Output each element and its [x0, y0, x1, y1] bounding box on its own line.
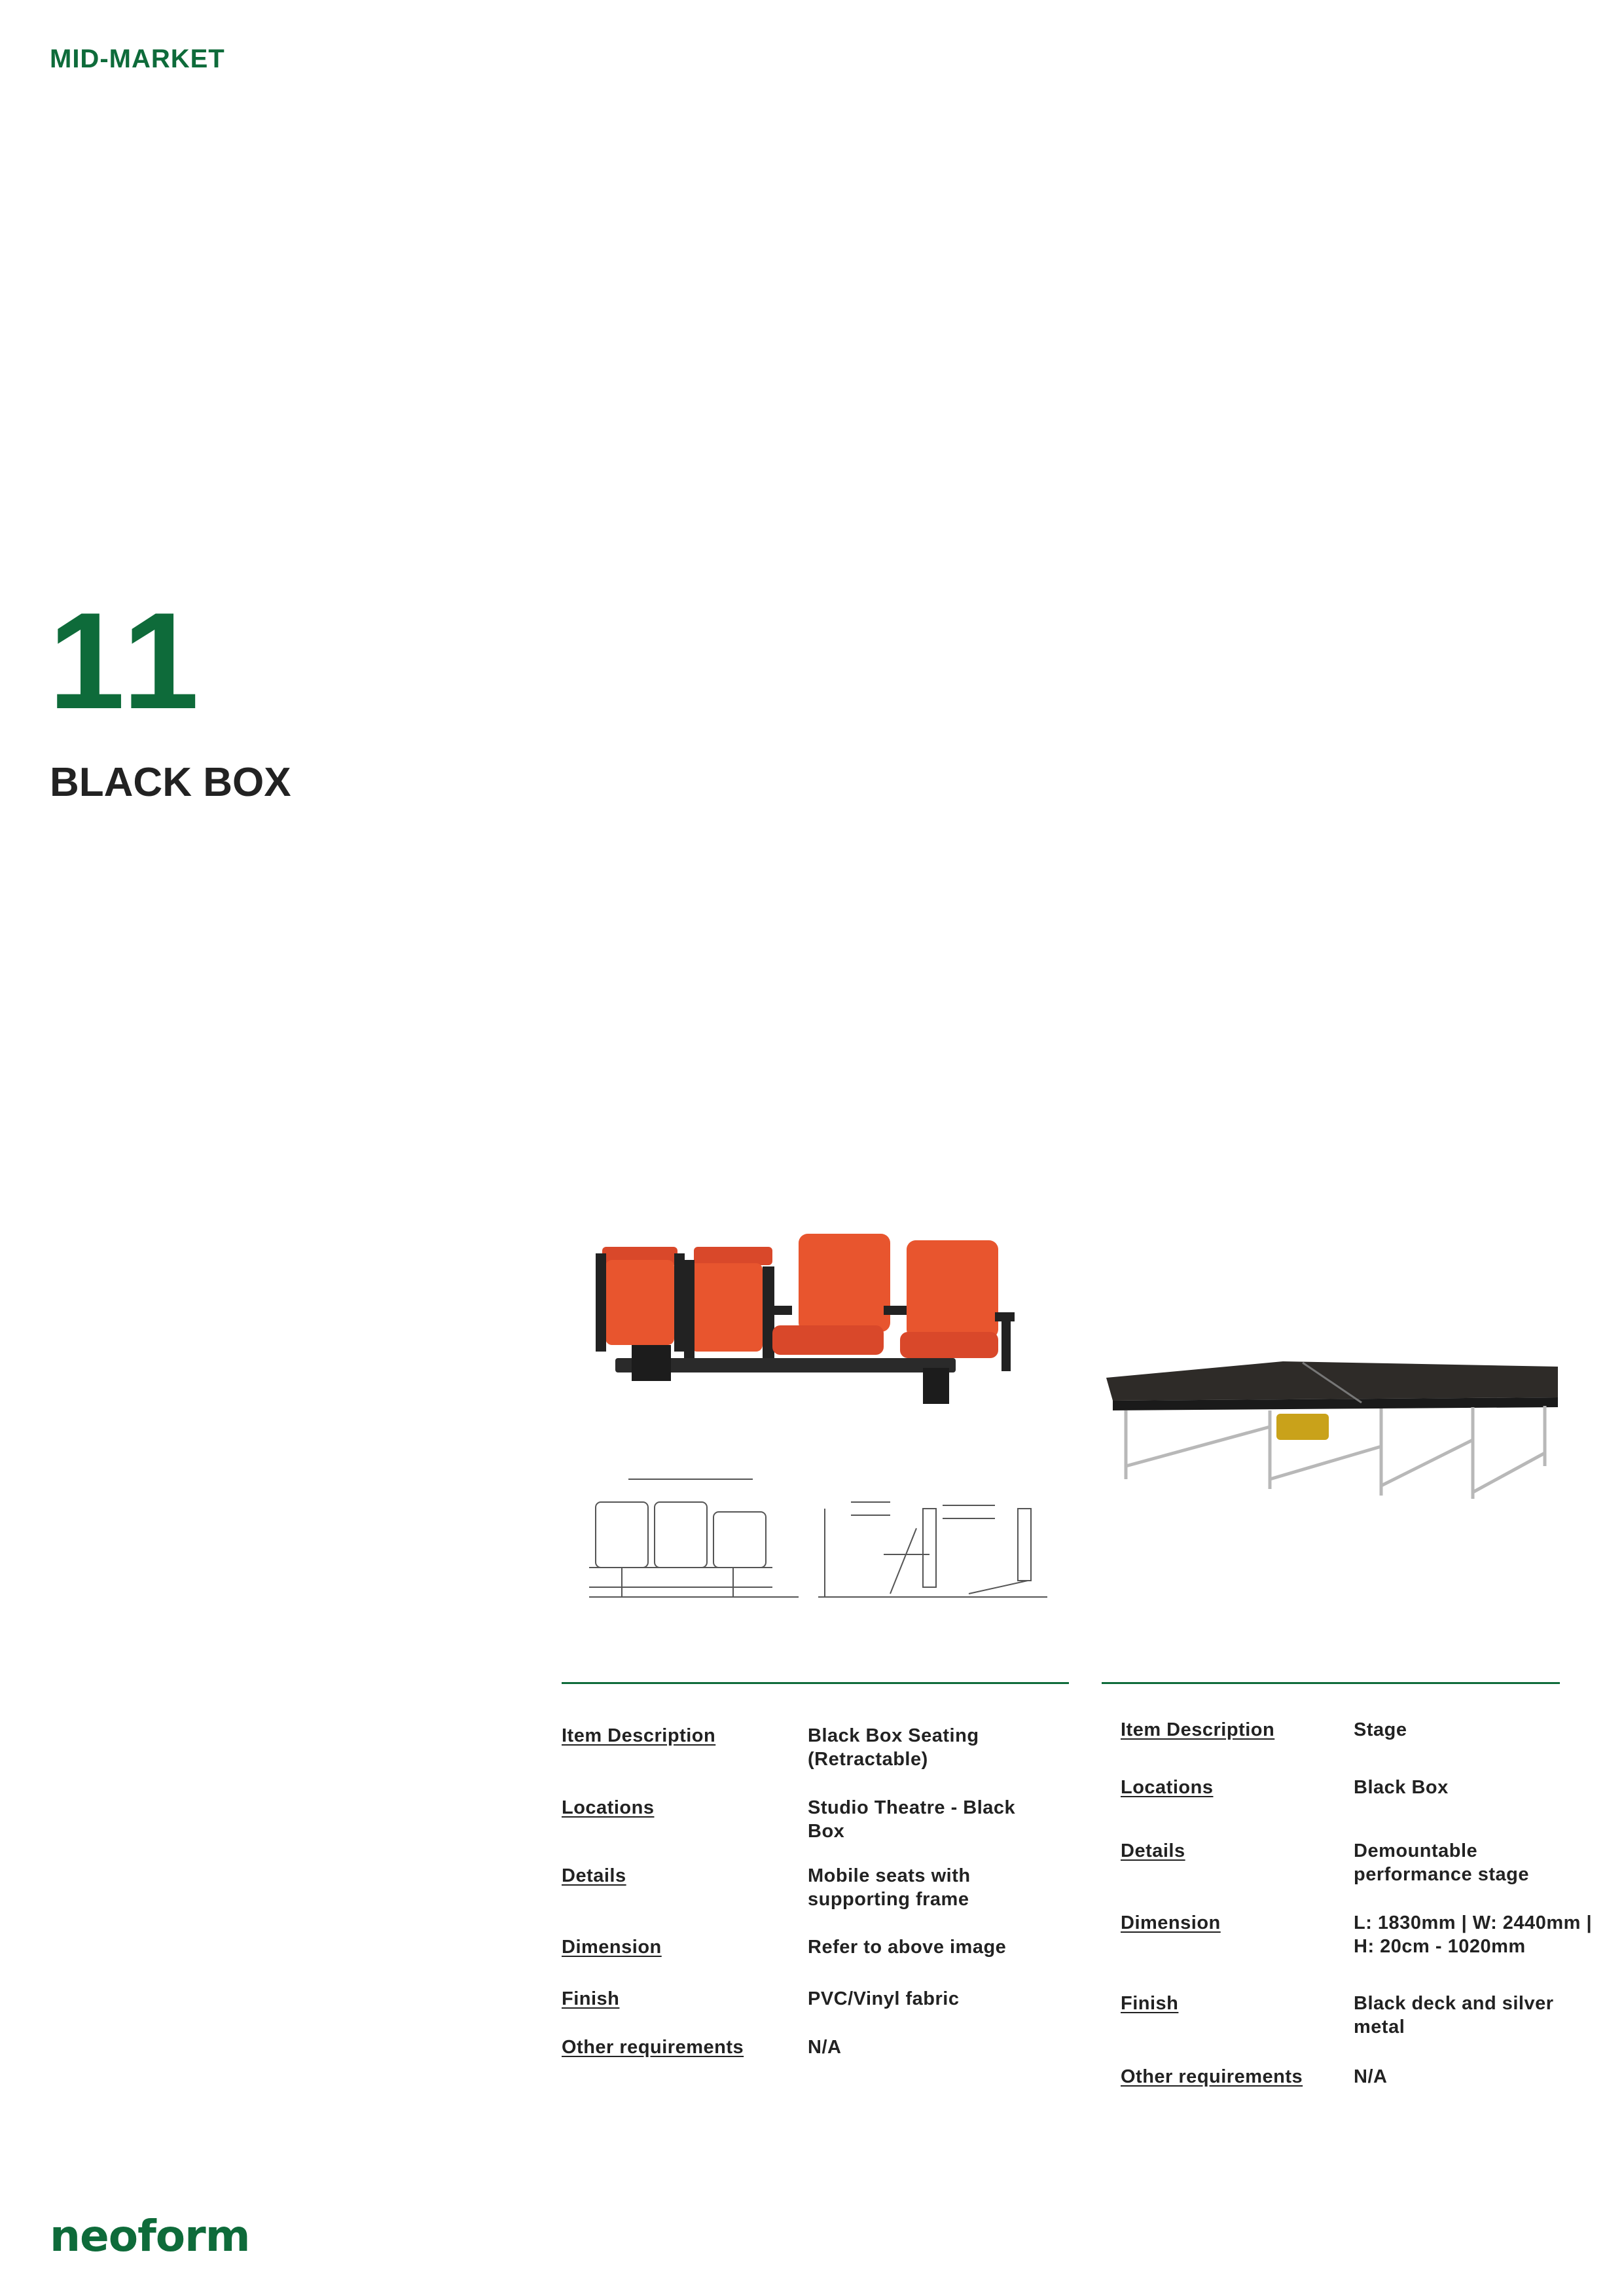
spec-value-details: Demountable performance stage — [1354, 1840, 1529, 1885]
spec-value-other-requirements: N/A — [808, 2037, 842, 2058]
stage-image — [1106, 1348, 1564, 1532]
stage-illustration — [1106, 1348, 1564, 1532]
spec-label-other-requirements: Other requirements — [562, 2037, 744, 2058]
seating-image — [576, 1227, 1060, 1620]
spec-label-details: Details — [1121, 1840, 1185, 1861]
spec-value-details: Mobile seats with supporting frame — [808, 1865, 971, 1910]
spec-label-details: Details — [562, 1865, 626, 1886]
spec-label-locations: Locations — [562, 1797, 655, 1818]
chapter-number: 11 — [48, 584, 204, 738]
section-label: MID-MARKET — [50, 45, 225, 73]
spec-value-item-description: Stage — [1354, 1719, 1407, 1740]
spec-label-finish: Finish — [1121, 1993, 1179, 2014]
spec-value-finish: Black deck and silver metal — [1354, 1993, 1554, 2037]
spec-label-dimension: Dimension — [1121, 1912, 1221, 1933]
spec-label-finish: Finish — [562, 1988, 620, 2009]
seating-illustration — [576, 1227, 1060, 1620]
spec-value-locations: Studio Theatre - Black Box — [808, 1797, 1016, 1842]
spec-label-dimension: Dimension — [562, 1937, 662, 1958]
section-rule-left — [562, 1682, 1069, 1684]
chapter-title: BLACK BOX — [50, 760, 291, 805]
spec-value-locations: Black Box — [1354, 1777, 1449, 1798]
section-rule-right — [1102, 1682, 1560, 1684]
neoform-logo: neoform — [50, 2211, 250, 2261]
spec-value-dimension: L: 1830mm | W: 2440mm | H: 20cm - 1020mm — [1354, 1912, 1593, 1957]
spec-value-other-requirements: N/A — [1354, 2066, 1388, 2087]
spec-value-dimension: Refer to above image — [808, 1937, 1007, 1958]
spec-label-item-description: Item Description — [1121, 1719, 1275, 1740]
spec-label-item-description: Item Description — [562, 1725, 716, 1746]
spec-label-other-requirements: Other requirements — [1121, 2066, 1303, 2087]
spec-value-finish: PVC/Vinyl fabric — [808, 1988, 960, 2009]
spec-value-item-description: Black Box Seating (Retractable) — [808, 1725, 979, 1770]
spec-label-locations: Locations — [1121, 1777, 1214, 1798]
